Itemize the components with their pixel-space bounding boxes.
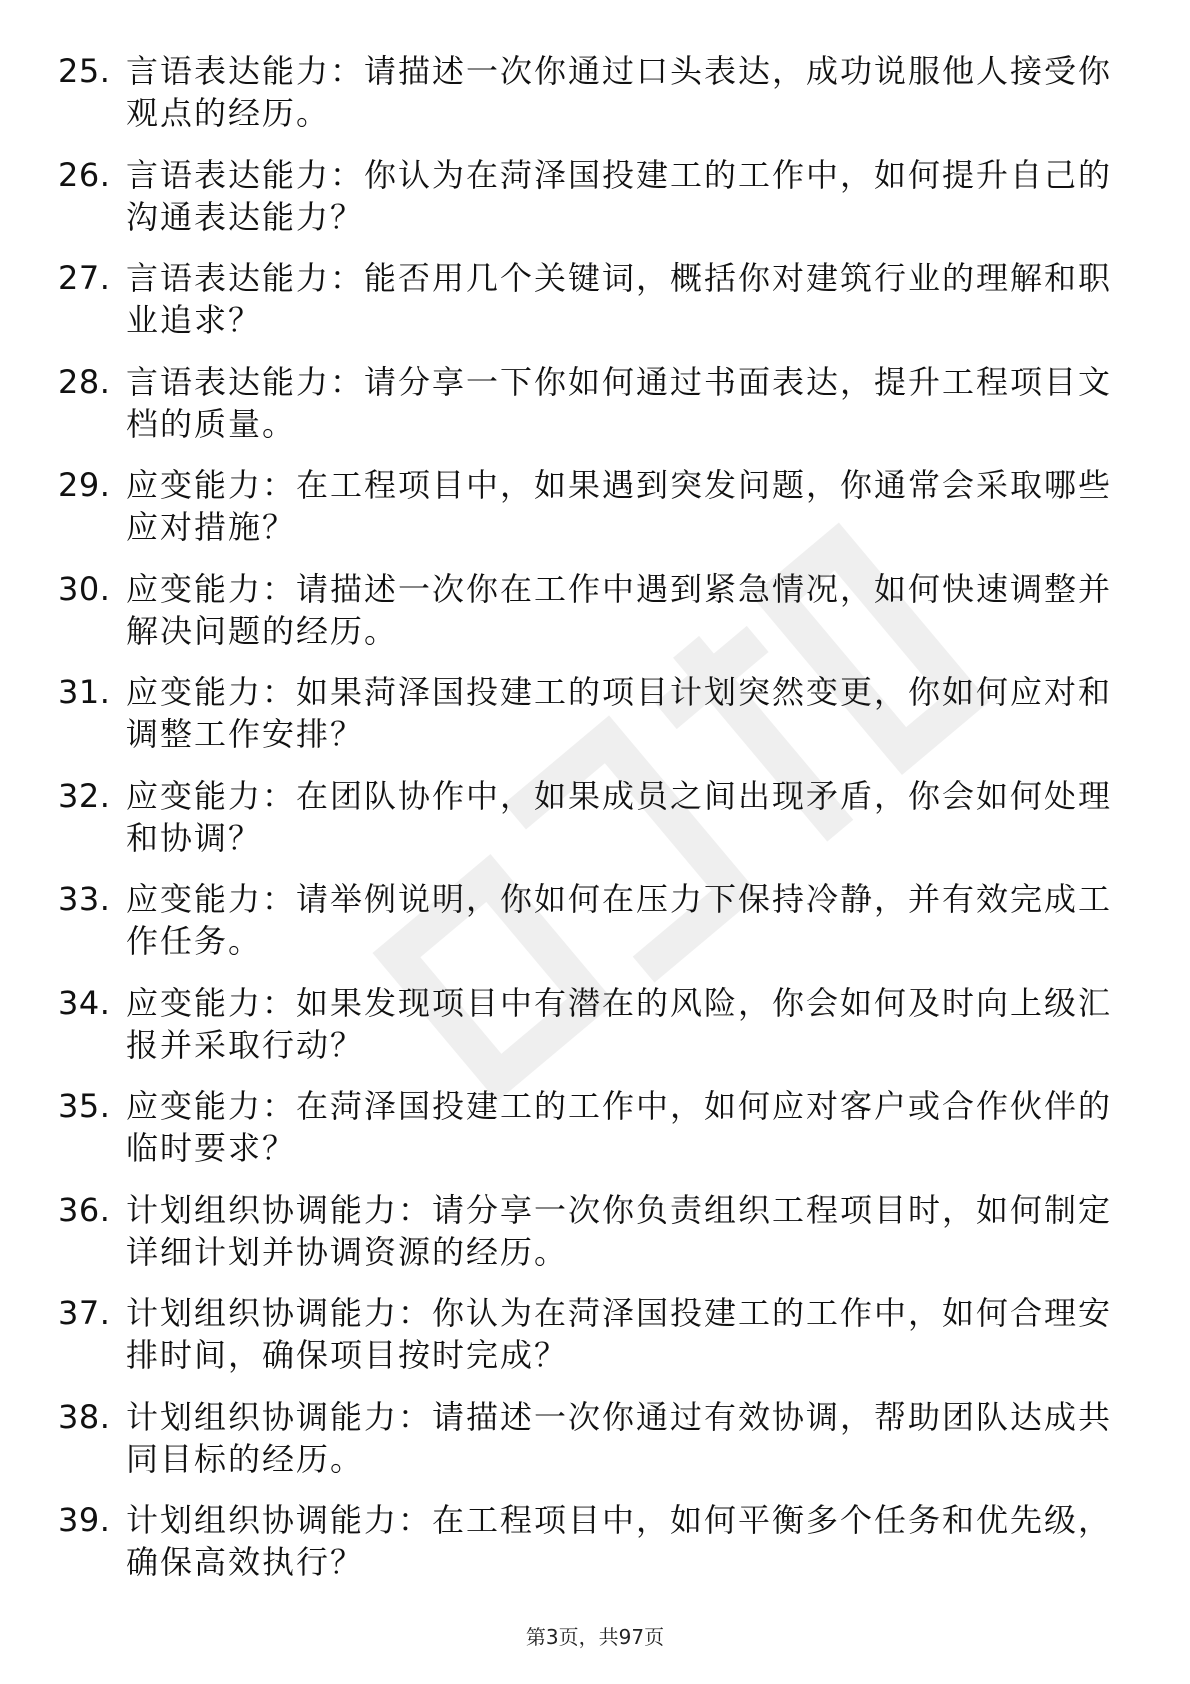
question-number: 26. [58,155,111,194]
question-item [58,878,1118,982]
question-item [58,1292,1118,1396]
question-number: 39. [58,1501,111,1539]
question-number: 29. [58,466,111,504]
question-number: 33. [58,880,111,918]
question-text: 计划组织协调能力：在工程项目中，如何平衡多个任务和优先级，确保高效执行？ [126,1501,1113,1581]
question-text: 应变能力：请描述一次你在工作中遇到紧急情况，如何快速调整并解决问题的经历。 [126,569,1113,650]
question-text: 言语表达能力：能否用几个关键词，概括你对建筑行业的理解和职业追求？ [126,259,1113,339]
question-text: 应变能力：在工程项目中，如果遇到突发问题，你通常会采取哪些应对措施？ [126,466,1113,546]
question-text: 应变能力：如果菏泽国投建工的项目计划突然变更，你如何应对和调整工作安排？ [126,673,1113,753]
question-item [58,50,1118,154]
question-text: 计划组织协调能力：你认为在菏泽国投建工的工作中，如何合理安排时间，确保项目按时完成？ [126,1294,1113,1374]
question-number: 31. [58,673,111,711]
question-text: 言语表达能力：请描述一次你通过口头表达，成功说服他人接受你观点的经历。 [126,52,1113,132]
question-item [58,1499,1118,1603]
question-item [58,1189,1118,1293]
question-item [58,257,1118,361]
question-number: 36. [58,1190,111,1229]
question-item [58,568,1118,672]
question-item [58,1085,1118,1189]
question-text: 计划组织协调能力：请分享一次你负责组织工程项目时，如何制定详细计划并协调资源的经历。 [126,1190,1113,1271]
question-number: 35. [58,1087,111,1125]
question-text: 应变能力：请举例说明，你如何在压力下保持冷静，并有效完成工作任务。 [126,880,1113,960]
page-number-label: 第3页，共97页 [525,1625,665,1649]
question-number: 38. [58,1397,111,1436]
question-number: 27. [58,259,111,297]
question-item [58,671,1118,775]
question-item [58,775,1118,879]
question-number: 30. [58,569,111,608]
question-number: 32. [58,776,111,815]
question-text: 应变能力：如果发现项目中有潜在的风险，你会如何及时向上级汇报并采取行动？ [126,983,1113,1064]
question-item [58,464,1118,568]
question-text: 言语表达能力：请分享一下你如何通过书面表达，提升工程项目文档的质量。 [126,362,1113,443]
question-text: 言语表达能力：你认为在菏泽国投建工的工作中，如何提升自己的沟通表达能力？ [126,155,1113,236]
question-item [58,154,1118,258]
question-number: 34. [58,983,111,1022]
page-footer [0,1624,1190,1650]
question-text: 计划组织协调能力：请描述一次你通过有效协调，帮助团队达成共同目标的经历。 [126,1397,1113,1478]
question-number: 37. [58,1294,111,1332]
question-item [58,1396,1118,1500]
question-text: 应变能力：在团队协作中，如果成员之间出现矛盾，你会如何处理和协调？ [126,776,1113,857]
question-item [58,361,1118,465]
question-list [58,50,1118,1603]
question-number: 28. [58,362,111,401]
question-number: 25. [58,52,111,90]
question-text: 应变能力：在菏泽国投建工的工作中，如何应对客户或合作伙伴的临时要求？ [126,1087,1113,1167]
question-item [58,982,1118,1086]
